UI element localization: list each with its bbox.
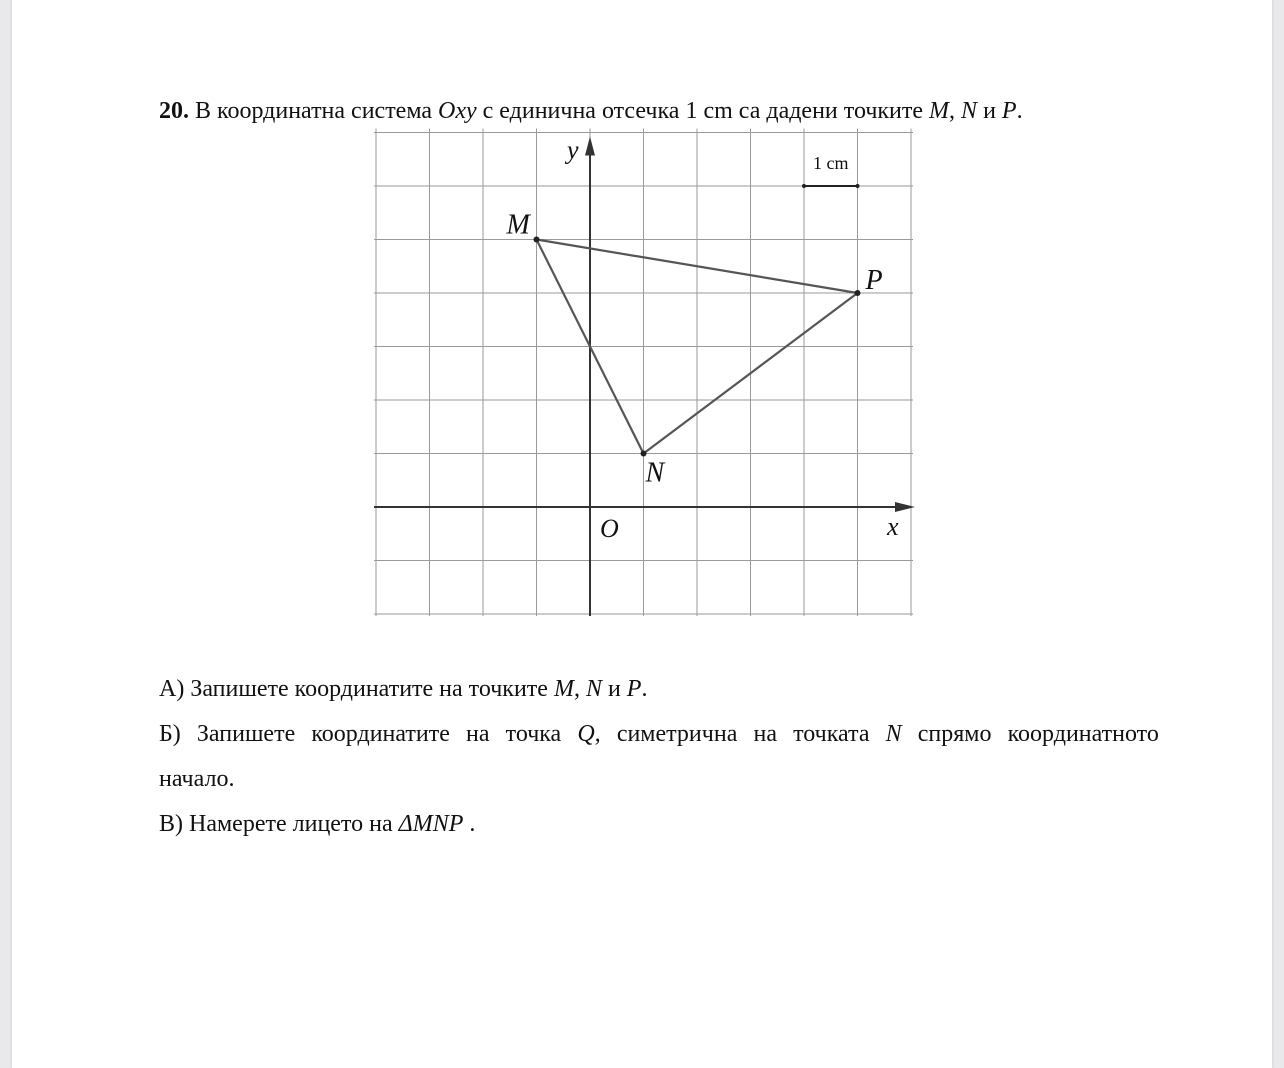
question-b-word: точката (793, 721, 870, 747)
scale-bar-end (856, 184, 860, 188)
problem-number: 20. (159, 98, 189, 124)
question-b-word: координатното (1007, 721, 1159, 747)
point-label-n: N (645, 457, 665, 489)
axes (374, 137, 915, 617)
question-b-word: точка (505, 721, 562, 747)
grid-lines (374, 129, 913, 617)
question-c: В) Намерете лицето на ΔMNP . (159, 811, 476, 837)
x-axis-arrow-icon (895, 502, 915, 512)
origin-label: O (600, 514, 619, 543)
problem-statement: 20. В координатна система Oxy с единична отсечка 1 cm са дадени точките M, N и P. (159, 98, 1023, 124)
x-axis-label: x (887, 512, 899, 541)
document-page (12, 0, 1272, 1068)
question-b-word: на (466, 721, 490, 747)
y-axis-arrow-icon (585, 137, 595, 156)
point-n (641, 451, 647, 457)
coordinate-grid-figure (12, 0, 1272, 1068)
question-b-word: спрямо (917, 721, 992, 747)
question-b-word: N (885, 721, 902, 747)
figure-labels (506, 136, 900, 544)
scale-label: 1 cm (813, 153, 849, 173)
point-label-p: P (865, 265, 883, 296)
question-b-continuation: начало. (159, 766, 235, 792)
scale-bar-end (802, 184, 806, 188)
point-m (534, 237, 540, 243)
question-b (159, 721, 1159, 748)
question-b-word: на (753, 721, 777, 747)
question-b-word: Запишете (196, 721, 296, 747)
y-axis-label: y (567, 135, 579, 165)
question-b-word: Б) (159, 721, 181, 747)
point-label-m: M (506, 209, 530, 241)
question-b-word: симетрична (616, 721, 738, 747)
point-p (855, 290, 861, 296)
question-b-word: Q, (577, 721, 601, 747)
question-a: А) Запишете координатите на точките M, N и P. (159, 676, 648, 702)
question-b-word: координатите (311, 721, 450, 747)
